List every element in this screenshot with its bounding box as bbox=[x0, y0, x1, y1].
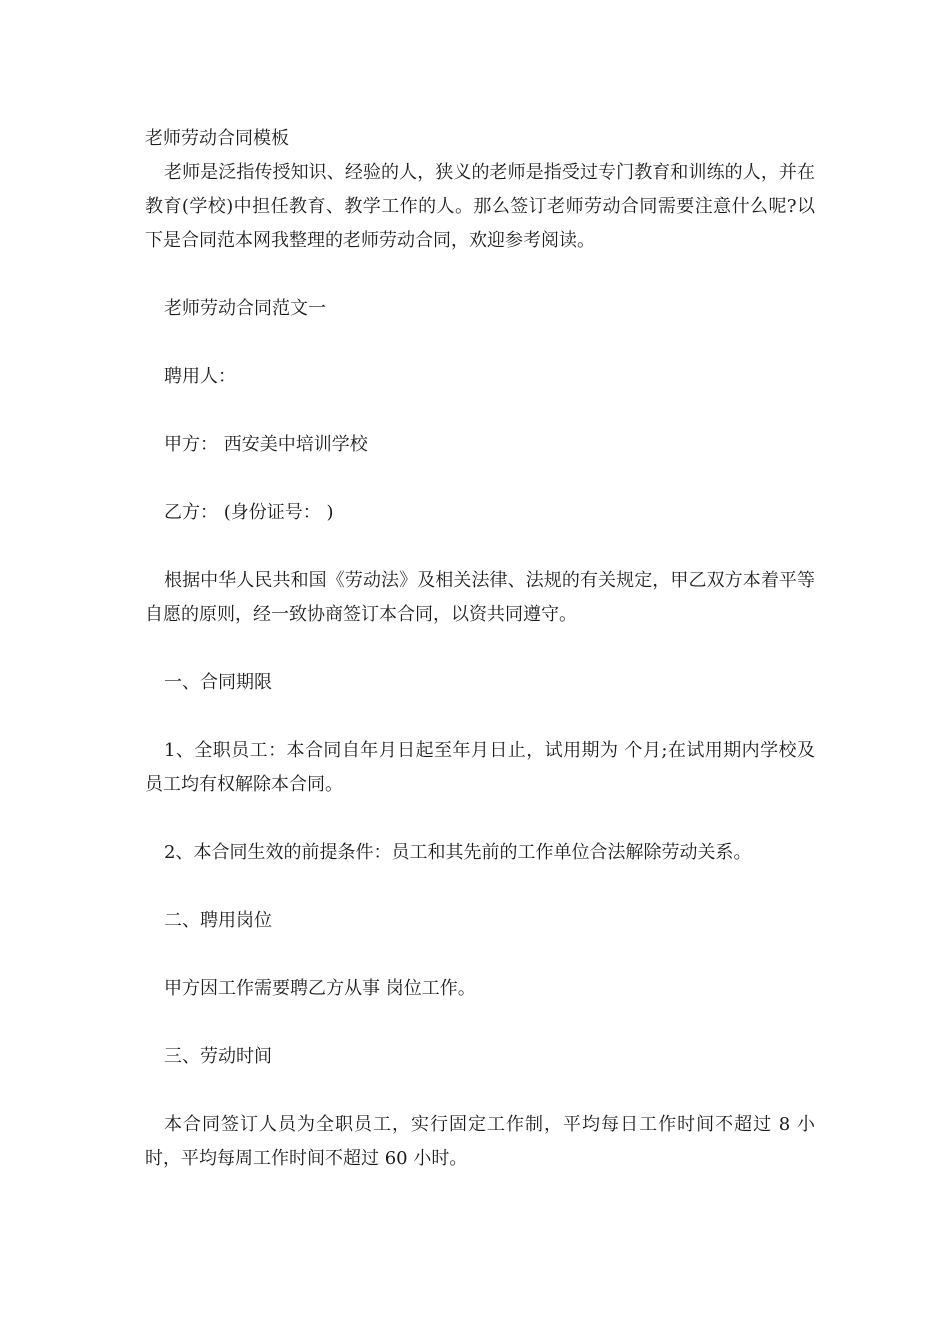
party-b-line: 乙方： (身份证号： ) bbox=[164, 502, 334, 523]
intro-paragraph: 老师是泛指传授知识、经验的人，狭义的老师是指受过专门教育和训练的人，并在教育(学校)中担任教育、教学工作的人。那么签订老师劳动合同需要注意什么呢?以下是合同范本网我整理的老师劳动合同，欢迎参考阅读。 bbox=[145, 162, 815, 251]
section-heading-hours: 三、劳动时间 bbox=[164, 1046, 272, 1067]
sample-heading: 老师劳动合同范文一 bbox=[164, 298, 326, 319]
party-a-line: 甲方： 西安美中培训学校 bbox=[164, 434, 368, 455]
clause-hours: 本合同签订人员为全职员工，实行固定工作制，平均每日工作时间不超过 8 小时，平均每周工作时间不超过 60 小时。 bbox=[145, 1114, 815, 1169]
section-heading-position: 二、聘用岗位 bbox=[164, 910, 272, 931]
clause-position: 甲方因工作需要聘乙方从事 岗位工作。 bbox=[164, 978, 476, 999]
document-body bbox=[145, 122, 815, 1210]
section-heading-term: 一、合同期限 bbox=[164, 672, 272, 693]
clause-term-2: 2、本合同生效的前提条件：员工和其先前的工作单位合法解除劳动关系。 bbox=[164, 842, 752, 863]
preamble-paragraph: 根据中华人民共和国《劳动法》及相关法律、法规的有关规定，甲乙双方本着平等自愿的原则，经一致协商签订本合同，以资共同遵守。 bbox=[145, 570, 815, 625]
clause-term-1: 1、全职员工：本合同自年月日起至年月日止，试用期为 个月;在试用期内学校及员工均有权解除本合同。 bbox=[145, 740, 815, 795]
employer-label: 聘用人： bbox=[164, 366, 236, 387]
document-title: 老师劳动合同模板 bbox=[145, 128, 289, 149]
